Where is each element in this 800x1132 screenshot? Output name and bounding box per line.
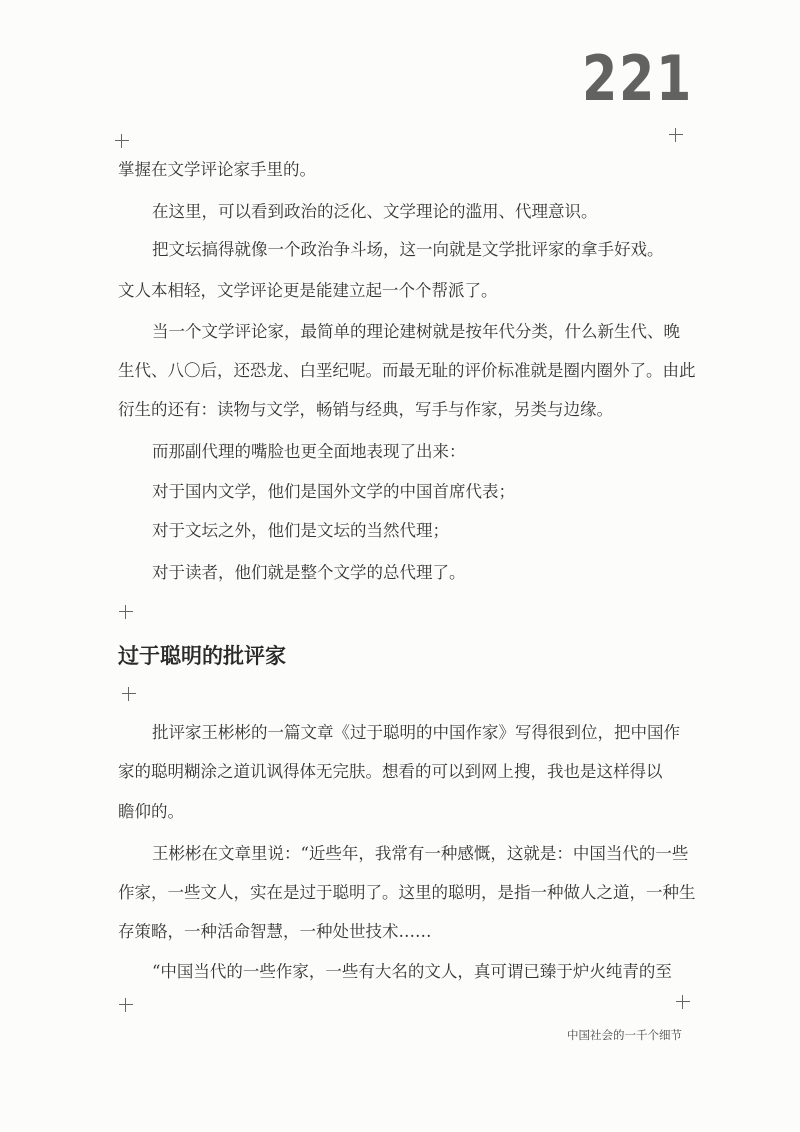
paragraph-line: 对于文坛之外，他们是文坛的当然代理； xyxy=(152,521,449,540)
paragraph-line: 文人本相轻，文学评论更是能建立起一个个帮派了。 xyxy=(118,281,498,300)
page-number: 221 xyxy=(582,42,694,115)
running-footer: 中国社会的一千个细节 xyxy=(567,1028,682,1042)
crop-mark-top-left xyxy=(115,134,129,148)
paragraph-line: 当一个文学评论家，最简单的理论建树就是按年代分类，什么新生代、晚 xyxy=(152,322,680,341)
paragraph-line: 对于国内文学，他们是国外文学的中国首席代表； xyxy=(152,482,515,501)
paragraph-line: 王彬彬在文章里说：“近些年，我常有一种感慨，这就是：中国当代的一些 xyxy=(152,844,689,863)
paragraph-line: 对于读者，他们就是整个文学的总代理了。 xyxy=(152,563,466,582)
paragraph-line: 瞻仰的。 xyxy=(118,802,184,821)
paragraph-line: 家的聪明糊涂之道讥讽得体无完肤。想看的可以到网上搜，我也是这样得以 xyxy=(118,762,663,781)
paragraph-line: 把文坛搞得就像一个政治争斗场，这一向就是文学批评家的拿手好戏。 xyxy=(152,240,664,259)
section-heading: 过于聪明的批评家 xyxy=(118,644,286,668)
paragraph-line: 而那副代理的嘴脸也更全面地表现了出来： xyxy=(152,442,466,461)
crop-mark-section-bottom xyxy=(122,687,136,701)
paragraph-line: 生代、八〇后，还恐龙、白垩纪呢。而最无耻的评价标准就是圈内圈外了。由此 xyxy=(118,361,696,380)
paragraph-line: 掌握在文学评论家手里的。 xyxy=(118,160,316,179)
crop-mark-bottom-right xyxy=(676,995,690,1009)
crop-mark-bottom-left xyxy=(119,998,133,1012)
paragraph-line: 作家，一些文人，实在是过于聪明了。这里的聪明，是指一种做人之道，一种生 xyxy=(118,883,696,902)
crop-mark-top-right xyxy=(669,128,683,142)
paragraph-line: 存策略，一种活命智慧，一种处世技术…… xyxy=(118,922,432,941)
paragraph-line: 在这里，可以看到政治的泛化、文学理论的滥用、代理意识。 xyxy=(152,202,598,221)
paragraph-line: 批评家王彬彬的一篇文章《过于聪明的中国作家》写得很到位，把中国作 xyxy=(152,723,680,742)
paragraph-line: 衍生的还有：读物与文学，畅销与经典，写手与作家，另类与边缘。 xyxy=(118,400,613,419)
crop-mark-section-top xyxy=(119,605,133,619)
paragraph-line: “中国当代的一些作家，一些有大名的文人，真可谓已臻于炉火纯青的至 xyxy=(152,962,672,981)
